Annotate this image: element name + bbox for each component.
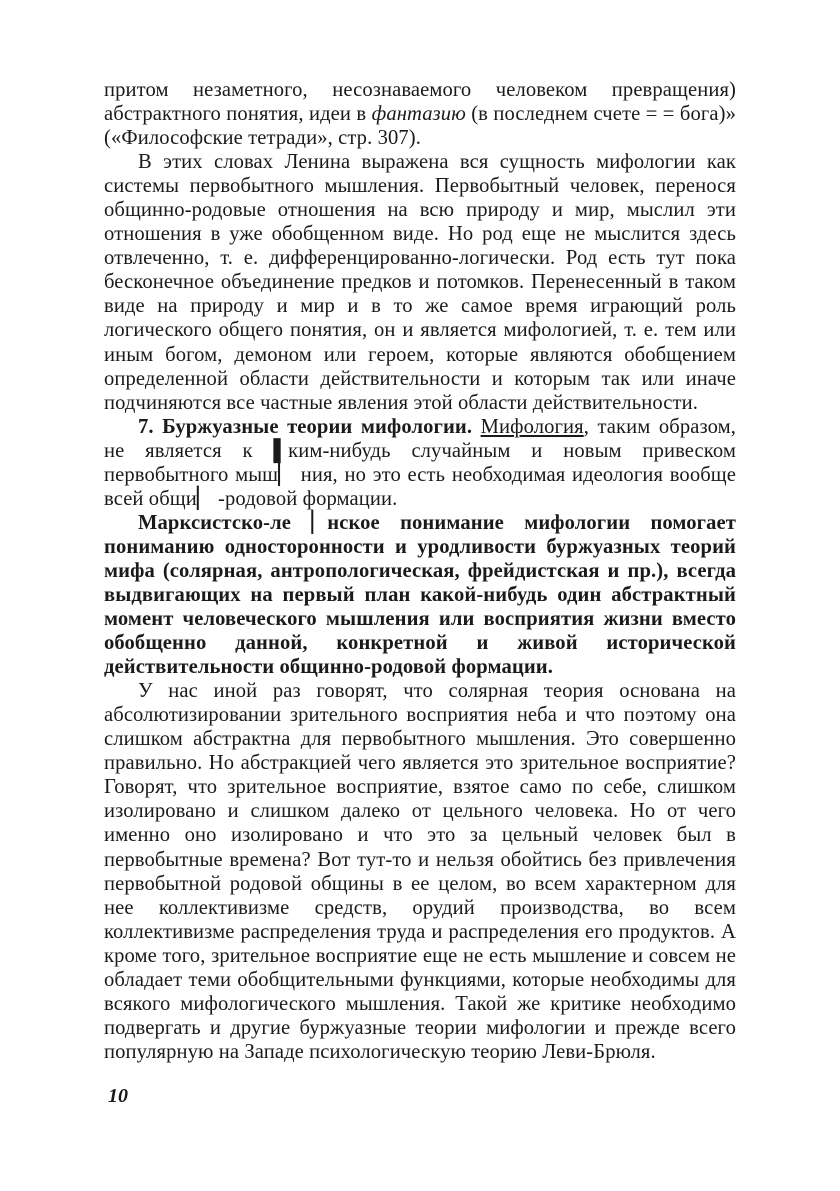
paragraph-section-7 (104, 415, 736, 511)
paragraph-marxist-understanding (104, 511, 736, 679)
section-heading: 7. Буржуазные теории мифологии. (138, 415, 473, 438)
page-body (104, 78, 736, 1064)
text-segment: (в последнем счете = = бога)» («Философские тетради», стр. 307). (104, 103, 737, 150)
text-segment: У нас иной раз говорят, что солярная теория основана на абсолютизировании зрительного восприятия неба и что поэтому она слишком абстрактна для первобытного мышления. Это совершенно правильно. Но абстракцией чего является это зрительное восприятие? Говорят, что зрительное восприятие, взятое само по себе, слишком изолировано и слишком далеко от цельного человека. Но от чего именно оно изолировано и что это за цельный человек был в первобытные времена? Вот тут-то и нельзя обойтись без привлечения первобытной родовой общины в ее целом, во всем характерном для нее коллективизме средств, орудий производства, во всем коллективизме распределения труда и распределения его продуктов. А кроме того, зрительное восприятие еще не есть мышление и совсем не обладает теми обобщительными функциями, которые необходимы для всякого мифологического мышления. Такой же критике необходимо подвергать и другие буржуазные теории мифологии и прежде всего популярную на Западе психологическую теорию Леви-Брюля. (104, 680, 736, 1063)
paragraph-lenin-words (104, 150, 736, 415)
page-number: 10 (108, 1085, 128, 1107)
text-segment: , таким образом, не является к ▌ким-нибудь случайным и новым привеском первобытного мыш▏ ния, но это есть необходимая идеология вообще всей общи▏ -родовой формации. (104, 415, 736, 510)
paragraph-continuation (104, 78, 736, 150)
text-segment (472, 416, 480, 438)
text-segment: Марксистско-ле ▏нское понимание мифологии помогает пониманию односторонности и уродливости буржуазных теорий мифа (солярная, антропологическая, фрейдистская и пр.), всегда выдвигающих на первый план какой-нибудь один абстрактный момент человеческого мышления или восприятия жизни вместо обобщенно данной, конкретной и живой исторической действительности общинно-родовой формации. (104, 511, 736, 679)
text-segment: В этих словах Ленина выражена вся сущность мифологии как системы первобытного мышления. Первобытный человек, перенося общинно-родовые отношения на всю природу и мир, мыслил эти отношения в уже обобщенном виде. Но род еще не мыслится здесь отвлеченно, т. е. дифференцированно-логически. Род есть тут пока бесконечное объединение предков и потомков. Перенесенный в таком виде на природу и мир и в то же самое время играющий роль логического общего понятия, он и является мифологией, т. е. тем или иным богом, демоном или героем, которые являются обобщением определенной области действительности и которым так или иначе подчиняются все частные явления этой области действительности. (104, 151, 736, 414)
paragraph-solar-theory (104, 679, 736, 1064)
text-segment: притом незаметного, несознаваемого человеком превращения) абстрактного понятия, идеи в (104, 79, 736, 126)
text-segment-underlined: Мифология (480, 415, 584, 438)
text-segment-italic: фантазию (371, 103, 466, 126)
